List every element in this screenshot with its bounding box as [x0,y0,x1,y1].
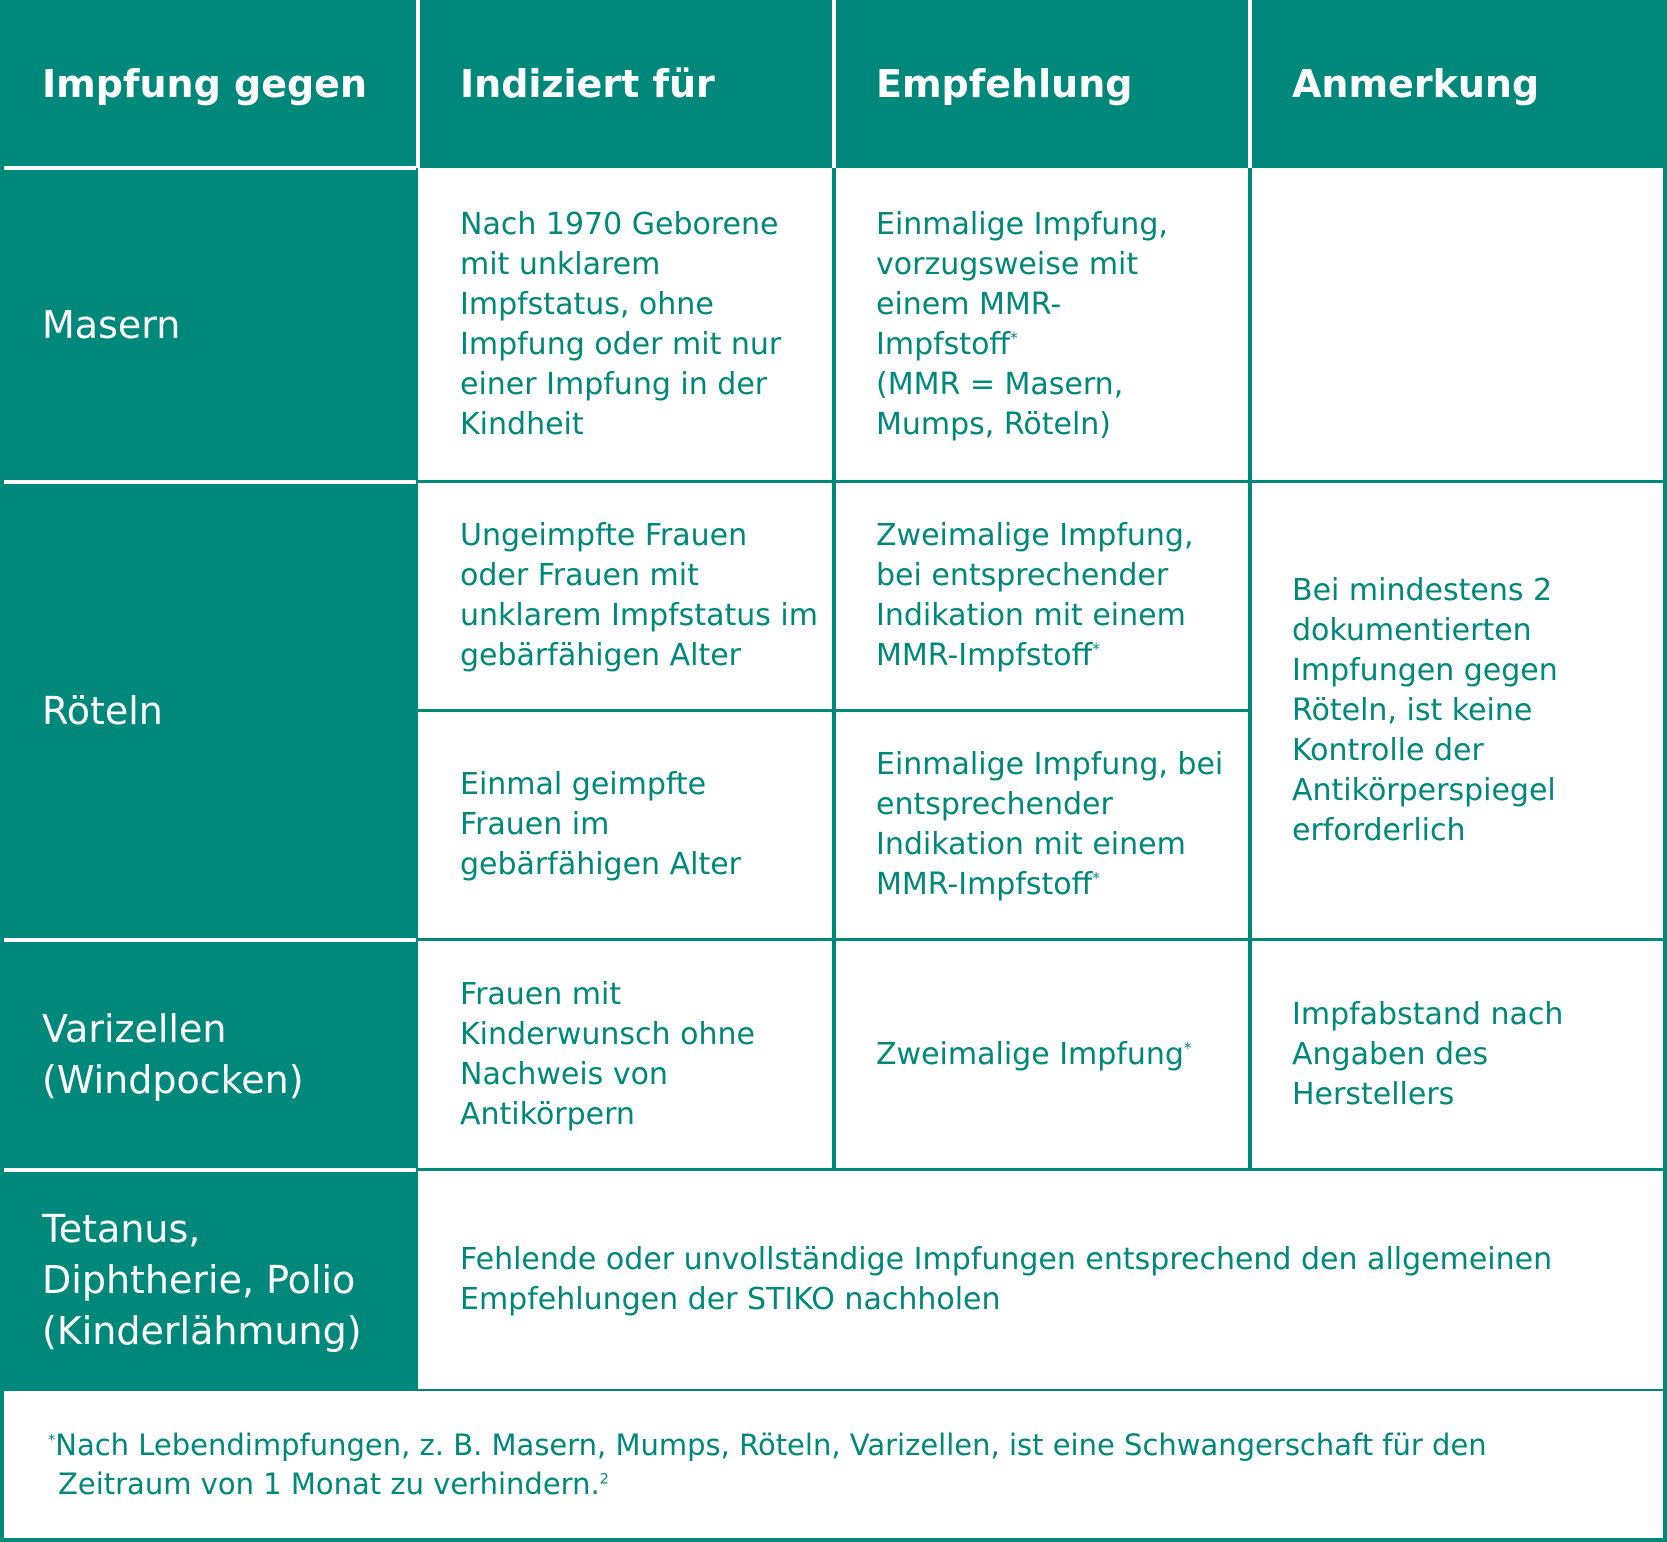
row-label-roeteln [0,482,418,940]
footnote-marker: * [1183,1039,1192,1057]
footnote-line: Zeitraum von 1 Monat zu verhindern. [58,1467,600,1501]
header-indiziert-fuer [418,0,834,168]
divider [1248,168,1252,1170]
cell-roeteln-1-indiziert [418,482,834,710]
cell-masern-empfehlung [834,168,1250,482]
cell-text: Impfabstand nach Angaben des Herstellers [1292,997,1564,1112]
cell-roeteln-1-empfehlung [834,482,1250,710]
footnote-marker: * [1010,329,1018,347]
divider [1663,168,1667,1391]
cell-note: (MMR = Masern, Mumps, Röteln) [876,367,1124,442]
row-label-line: Tetanus, [42,1207,201,1251]
header-empfehlung [834,0,1250,168]
divider [418,938,1667,941]
footnote [0,1391,1667,1542]
footnote-marker: * [48,1432,56,1449]
divider [832,0,836,168]
cell-text: Frauen mit Kinderwunsch ohne Nachweis von Antikörpern [460,977,755,1132]
cell-text: Zweimalige Impfung, bei entsprechender Indikation mit einem MMR-Impfstoff [876,518,1194,673]
cell-roeteln-anmerkung [1250,482,1667,940]
footnote-marker: * [1092,869,1100,887]
header-label: Anmerkung [1292,62,1540,106]
cell-text: Einmalige Impfung, bei entsprechender Indikation mit einem MMR-Impfstoff [876,747,1224,902]
cell-varizellen-empfehlung [834,940,1250,1170]
footnote-line: Nach Lebendimpfungen, z. B. Masern, Mumps, Röteln, Varizellen, ist eine Schwangerschaft für den [55,1428,1487,1462]
row-label-varizellen [0,940,418,1170]
cell-text: Ungeimpfte Frauen oder Frauen mit unklarem Impfstatus im gebärfähigen Alter [460,518,818,673]
divider [416,0,420,168]
divider [832,168,836,1170]
row-label-line: (Kinderlähmung) [42,1309,362,1353]
header-label: Indiziert für [460,62,715,106]
header-anmerkung [1250,0,1667,168]
row-label-masern [0,168,418,482]
row-label-tetanus [0,1170,418,1391]
cell-text: Fehlende oder unvollständige Impfungen entsprechend den allgemeinen Empfehlungen der STIKO nachholen [460,1242,1553,1317]
row-label: Röteln [42,688,163,733]
divider [4,480,416,484]
divider [418,480,1667,483]
divider [4,1168,416,1172]
cell-text: Bei mindestens 2 dokumentierten Impfungen gegen Röteln, ist keine Kontrolle der Antikörperspiegel erforderlich [1292,573,1558,848]
cell-varizellen-anmerkung [1250,940,1667,1170]
cell-text: Einmal geimpfte Frauen im gebärfähigen Alter [460,767,742,882]
cell-text: Nach 1970 Geborene mit unklarem Impfstatus, ohne Impfung oder mit nur einer Impfung in der Kindheit [460,207,782,442]
divider [418,1168,1667,1171]
divider [1248,0,1252,168]
row-label-line: Diphtherie, Polio [42,1258,356,1302]
divider [4,166,416,170]
header-impfung-gegen [0,0,418,168]
reference-marker: 2 [599,1471,609,1488]
divider [4,938,416,942]
cell-roeteln-2-indiziert [418,710,834,940]
cell-tetanus-text [418,1170,1667,1391]
cell-varizellen-indiziert [418,940,834,1170]
header-label: Empfehlung [876,62,1133,106]
cell-masern-indiziert [418,168,834,482]
footnote-marker: * [1092,640,1100,658]
cell-text: Zweimalige Impfung [876,1037,1184,1072]
row-label-line: (Windpocken) [42,1058,304,1102]
cell-masern-anmerkung [1250,168,1667,482]
cell-text: Einmalige Impfung, vorzugsweise mit einem MMR-Impfstoff [876,207,1168,362]
header-label: Impfung gegen [42,62,368,106]
cell-roeteln-2-empfehlung [834,710,1250,940]
divider [418,709,1250,712]
row-label: Masern [42,302,181,347]
row-label-line: Varizellen [42,1007,227,1051]
